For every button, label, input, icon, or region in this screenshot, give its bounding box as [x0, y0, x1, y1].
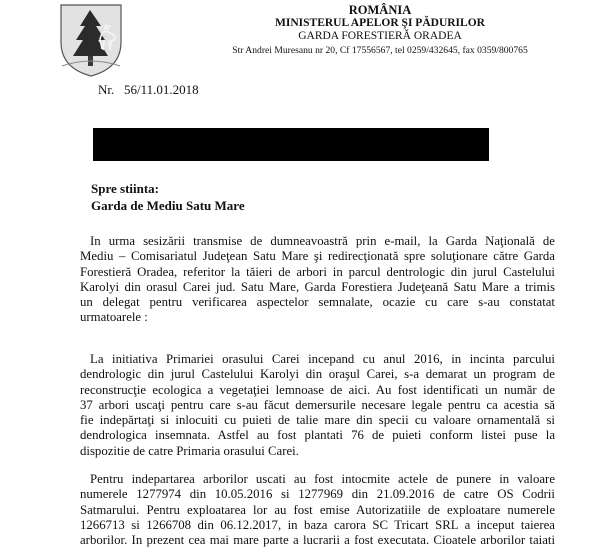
paragraph-line: urmatoarele :	[80, 310, 148, 325]
letterhead-address: Str Andrei Muresanu nr 20, Cf 17556567, tel 0259/432645, fax 0359/800765	[232, 45, 528, 56]
paragraph-1	[80, 234, 555, 326]
paragraph-line: 37 arbori uscaţi pentru care s-au făcut demersurile necesare legale pentru ca acestia să	[80, 397, 555, 412]
paragraph-line: un delegat pentru verificarea aspectelor semnalate, ocazie cu care s-au constatat	[80, 295, 555, 310]
paragraph-2	[80, 352, 555, 459]
paragraph-line: La initiativa Primariei orasului Carei incepand cu anul 2016, in incinta parcului	[90, 352, 555, 366]
paragraph-line: dispozitie de catre Primaria orasului Carei.	[80, 443, 299, 458]
paragraph-line: reconstrucţie ecologica a vegetaţiei lemnoase de aici. Au fost identificati un număr de	[80, 382, 555, 397]
paragraph-line: Mediu – Comisariatul Judeţean Satu Mare şi redirecţionată spre soluţionare către Garda	[80, 249, 555, 264]
registration-number: Nr. 56/11.01.2018	[98, 82, 199, 97]
paragraph-line: numerele 1277974 din 10.05.2016 si 1277969 din 21.09.2016 de catre OS Codrii	[80, 487, 555, 502]
paragraph-3	[80, 472, 555, 548]
paragraph-line: Satmarului. Pentru exploatarea lor au fost emise Autorizatiile de exploatare numerele	[80, 502, 555, 517]
paragraph-line: 1266713 si 1266708 din 06.12.2017, in baza carora SC Tricart SRL a inceput taierea	[80, 517, 555, 532]
addressee-label: Spre stiinta:	[91, 181, 160, 196]
addressee-name: Garda de Mediu Satu Mare	[91, 198, 245, 213]
letterhead	[190, 4, 570, 57]
paragraph-line: arborilor. In prezent cea mai mare parte a lucrarii a fost executata. Cioatele arborilor taiati	[80, 533, 555, 548]
paragraph-line: dendrologica insemnata. Astfel au fost plantati 76 de puieti conform listei puse la	[80, 428, 555, 443]
letterhead-ministry: MINISTERUL APELOR ŞI PĂDURILOR	[275, 17, 485, 29]
paragraph-line: Forestieră Oradea, referitor la tăieri de arbori in parcul dentrologic din jurul Castelului	[80, 264, 555, 279]
paragraph-line: Pentru indepartarea arborilor uscati au fost intocmite actele de punere in valoare	[90, 472, 555, 486]
paragraph-line: dendrologic din jurul Castelului Karolyi din oraşul Carei, s-a demarat un program de	[80, 367, 555, 382]
paragraph-line: Karolyi din orasul Carei jud. Satu Mare, Garda Forestiera Judeţeană Satu Mare a trimis	[80, 279, 555, 294]
addressee	[91, 180, 245, 214]
paragraph-line: In urma sesizării transmise de dumneavoastră prin e-mail, la Garda Naţională de	[90, 234, 555, 248]
letterhead-unit: GARDA FORESTIERĂ ORADEA	[298, 30, 462, 42]
paragraph-line: fie indepărtaţi si inlocuiti cu puieti de talie mare din specii cu valoare ornamentală si	[80, 413, 555, 428]
redacted-block	[93, 128, 489, 161]
letterhead-country: ROMÂNIA	[348, 3, 412, 17]
coat-of-arms-icon	[58, 2, 124, 78]
